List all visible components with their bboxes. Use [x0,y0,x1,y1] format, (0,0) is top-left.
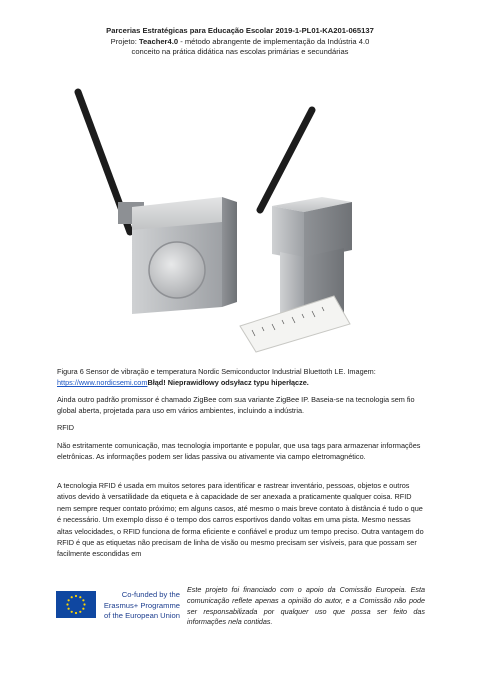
caption-link[interactable]: https://www.nordicsemi.com [57,378,148,388]
heading-rfid: RFID [57,423,75,432]
project-prefix: Projeto: [110,36,139,46]
page-footer [0,585,480,645]
left-sensor [78,92,237,314]
paragraph-zigbee: Ainda outro padrão promissor é chamado ZigBee com sua variante ZigBee IP. Baseia-se na tecnologia sem fio global aberta, projetada para uso em vários ambientes, incluindo a indústria. [57,395,415,416]
caption-text: Figura 6 Sensor de vibração e temperatura Nordic Semiconductor Industrial Bluettoth LE. Imagem: [57,367,376,376]
disclaimer-text: Este projeto foi financiado com o apoio da Comissão Europeia. Esta comunicação reflete apenas a opinião do autor, e a Comissão não pode ser responsabilizada por qualquer uso que possa ser feito das informações nela contidas. [187,585,425,627]
header-title: Parcerias Estratégicas para Educação Escolar 2019-1-PL01-KA201-065137 [106,26,374,35]
cofunded-line-2: Erasmus+ Programme [103,600,180,610]
figure-caption [57,366,427,389]
page-header [0,26,480,58]
paragraph-rfid-uses: A tecnologia RFID é usada em muitos setores para identificar e rastrear inventário, pessoas, objetos e outros ativos devido à versatilidade da etiqueta e à capacidade de ser anexada a praticamente qualquer coisa. RFID nem sempre requer contato próximo; em alguns casos, até mesmo o mais breve contato à distância é tudo o que é necessário. Um exemplo disso é o tempo dos carros esportivos dando voltas em uma pista. Mesmo nessas altas velocidades, o RFID funciona de forma eficiente e confiável e produz um tempo preciso. Outra vantagem do RFID é que as etiquetas não precisam de linha de visão ou mesmo precisam ser visíveis, para que possam ser facilmente escondidas em [57,481,424,559]
header-project-line-2: conceito na prática didática nas escolas primárias e secundárias [131,47,349,56]
header-project-line [0,37,480,48]
eu-flag-icon [56,591,96,618]
cofunded-line-3: of the European Union [104,611,180,620]
cofunded-line-1: Co-funded by the [121,590,180,599]
cofunded-text [98,590,180,622]
right-sensor [260,110,352,322]
project-name: Teacher4.0 [138,36,179,46]
caption-error: Błąd! Nieprawidłowy odsyłacz typu hiperłącze. [147,378,309,388]
sensor-figure-image [72,82,408,354]
project-description: - método abrangente de implementação da Indústria 4.0 [178,36,370,46]
paragraph-rfid-intro: Não estritamente comunicação, mas tecnologia importante e popular, que usa tags para armazenar informações eletrônicas. As informações podem ser lidas passiva ou ativamente via campo eletromagnético. [57,441,421,462]
